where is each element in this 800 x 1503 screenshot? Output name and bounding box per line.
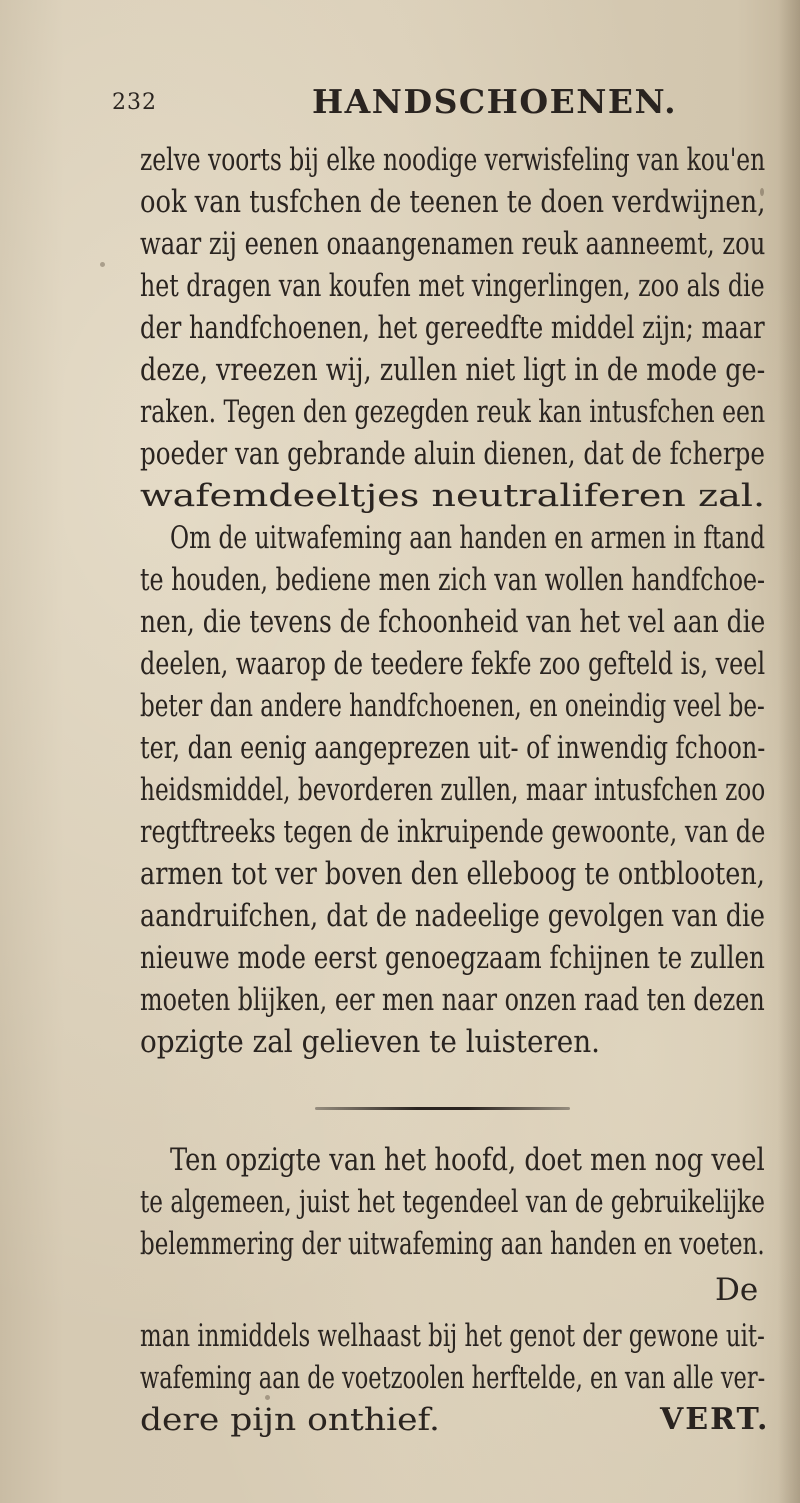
text-line: wafemdeeltjes neutraliferen zal. bbox=[140, 478, 766, 514]
catchword: VERT. bbox=[660, 1402, 770, 1437]
page-number: 232 bbox=[112, 90, 157, 115]
text-line: zelve voorts bij elke noodige verwisfeling van kou'en bbox=[140, 142, 766, 178]
running-head: HANDSCHOENEN. bbox=[312, 82, 678, 121]
text-line: Ten opzigte van het hoofd, doet men nog veel bbox=[170, 1142, 765, 1178]
text-line: het dragen van koufen met vingerlingen, zoo als die bbox=[140, 268, 765, 304]
text-line: armen tot ver boven den elleboog te ontblooten, bbox=[140, 856, 765, 892]
text-line: ook van tusfchen de teenen te doen verdwijnen, bbox=[140, 184, 766, 220]
text-line: regtftreeks tegen de inkruipende gewoonte, van de bbox=[140, 814, 766, 850]
page-header bbox=[112, 82, 732, 130]
text-line: raken. Tegen den gezegden reuk kan intusfchen een bbox=[140, 394, 766, 430]
text-line: belemmering der uitwafeming aan handen en voeten. bbox=[140, 1226, 765, 1262]
text-line: man inmiddels welhaast bij het genot der gewone uit- bbox=[140, 1318, 765, 1354]
paper-spot bbox=[100, 262, 105, 267]
text-line: waar zij eenen onaangenamen reuk aanneemt, zou bbox=[140, 226, 766, 262]
text-line: dere pijn onthief. bbox=[140, 1402, 440, 1438]
text-line: moeten blijken, eer men naar onzen raad ten dezen bbox=[140, 982, 765, 1018]
text-line: wafeming aan de voetzoolen herftelde, en van alle ver- bbox=[140, 1360, 766, 1396]
section-divider bbox=[315, 1107, 570, 1110]
text-line: poeder van gebrande aluin dienen, dat de fcherpe bbox=[140, 436, 765, 472]
text-line: opzigte zal gelieven te luisteren. bbox=[140, 1024, 601, 1060]
text-line: deelen, waarop de teedere fekfe zoo gefteld is, veel bbox=[140, 646, 766, 682]
text-line: te algemeen, juist het tegendeel van de gebruikelijke bbox=[140, 1184, 765, 1220]
text-line: der handfchoenen, het gereedfte middel zijn; maar bbox=[140, 310, 765, 346]
text-line: nen, die tevens de fchoonheid van het vel aan die bbox=[140, 604, 766, 640]
text-line: heidsmiddel, bevorderen zullen, maar intusfchen zoo bbox=[140, 772, 766, 808]
text-line: De bbox=[715, 1272, 759, 1308]
text-line: Om de uitwafeming aan handen en armen in ftand bbox=[170, 520, 766, 556]
text-line: te houden, bediene men zich van wollen handfchoe- bbox=[140, 562, 766, 598]
text-line: deze, vreezen wij, zullen niet ligt in de mode ge- bbox=[140, 352, 766, 388]
text-line: beter dan andere handfchoenen, en oneindig veel be- bbox=[140, 688, 765, 724]
text-line: nieuwe mode eerst genoegzaam fchijnen te zullen bbox=[140, 940, 765, 976]
text-line: aandruifchen, dat de nadeelige gevolgen van die bbox=[140, 898, 766, 934]
text-line: ter, dan eenig aangeprezen uit- of inwendig fchoon- bbox=[140, 730, 766, 766]
page-edge-shadow bbox=[778, 0, 800, 1503]
